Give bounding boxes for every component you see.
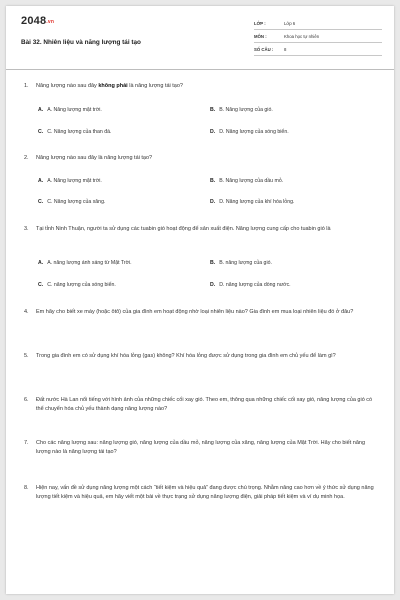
worksheet-header	[6, 6, 394, 66]
question-number: 4.	[24, 309, 29, 315]
option-b[interactable]: B. B. Năng lượng của gió.	[210, 107, 273, 113]
option-c[interactable]: C. C. Năng lượng của xăng.	[38, 199, 106, 205]
option-a[interactable]: A. A. năng lượng ánh sáng từ Mặt Trời.	[38, 260, 132, 266]
option-a[interactable]: A. A. Năng lượng mặt trời.	[38, 178, 102, 184]
meta-value: Lớp 6	[284, 21, 296, 26]
meta-value: Khoa học tự nhiên	[284, 34, 320, 39]
question-number: 5.	[24, 353, 29, 359]
meta-count-row	[254, 44, 382, 56]
option-b[interactable]: B. B. Năng lượng của dầu mỏ.	[210, 178, 284, 184]
question-text: Năng lượng nào sau đây không phải là năng lượng tái tạo?	[36, 83, 183, 89]
question-number: 8.	[24, 485, 29, 491]
question-text: Năng lượng nào sau đây là năng lượng tái tạo?	[36, 155, 153, 161]
option-d[interactable]: D. D. năng lượng của dòng nước.	[210, 282, 291, 288]
question-number: 6.	[24, 397, 29, 403]
meta-grade-row	[254, 18, 382, 30]
meta-key: SỐ CÂU :	[254, 47, 274, 52]
meta-value: 8	[284, 47, 287, 52]
option-a[interactable]: A. A. Năng lượng mặt trời.	[38, 107, 102, 113]
question-text: Trong gia đình em có sử dụng khí hóa lỏng (gas) không? Khí hóa lỏng được sử dụng trong gia đình em chủ yếu để làm gì?	[36, 353, 336, 359]
meta-subject-row	[254, 31, 382, 43]
worksheet-page	[6, 6, 394, 594]
question-number: 2.	[24, 155, 29, 161]
question-text: Hiện nay, vấn đề sử dụng năng lượng một cách “tiết kiệm và hiệu quả” đang được chú trọng. Nhằm nâng cao hơn về ý thức sử dụng năng lượng tiết kiệm và hiệu quả, em hãy viết một bài về thực trạng sử dụng năng lượng điện, giải pháp tiết kiệm và ví dụ minh họa.	[36, 485, 374, 500]
header-divider	[6, 69, 394, 70]
question-number: 1.	[24, 83, 29, 89]
question-number: 3.	[24, 226, 29, 232]
meta-key: MÔN :	[254, 34, 267, 39]
question-text: Đất nước Hà Lan nổi tiếng với hình ảnh của những chiếc cối xay gió. Theo em, thông qua những chiếc cối xay gió, năng lượng của gió có thể chuyển hóa chủ yếu thành dạng năng lượng nào?	[36, 397, 373, 412]
logo-suffix: .vn	[46, 19, 55, 25]
option-b[interactable]: B. B. năng lượng của gió.	[210, 260, 272, 266]
logo-text: 2048	[21, 15, 47, 27]
option-c[interactable]: C. C. năng lượng của sóng biển.	[38, 282, 116, 288]
question-text: Cho các năng lượng sau: năng lượng gió, năng lượng của dầu mỏ, năng lượng của xăng, năng lượng của Mặt Trời. Hãy cho biết năng lượng nào là năng lượng tái tạo?	[36, 440, 365, 455]
option-c[interactable]: C. C. Năng lượng của than đá.	[38, 129, 112, 135]
question-text: Em hãy cho biết xe máy (hoặc ôtô) của gia đình em hoạt động nhờ loại nhiên liệu nào? Gia đình em mua loại nhiên liệu đó ở đâu?	[36, 309, 354, 315]
question-number: 7.	[24, 440, 29, 446]
meta-key: LỚP :	[254, 21, 266, 26]
question-text: Tại tỉnh Ninh Thuận, người ta sử dụng các tuabin gió hoạt động để sản xuất điện. Năng lượng cung cấp cho tuabin gió là	[36, 226, 331, 232]
option-d[interactable]: D. D. Năng lượng của khí hóa lỏng.	[210, 199, 295, 205]
site-logo[interactable]	[21, 15, 54, 27]
lesson-title: Bài 32. Nhiên liệu và năng lượng tái tạo	[21, 39, 141, 46]
option-d[interactable]: D. D. Năng lượng của sóng biển.	[210, 129, 289, 135]
